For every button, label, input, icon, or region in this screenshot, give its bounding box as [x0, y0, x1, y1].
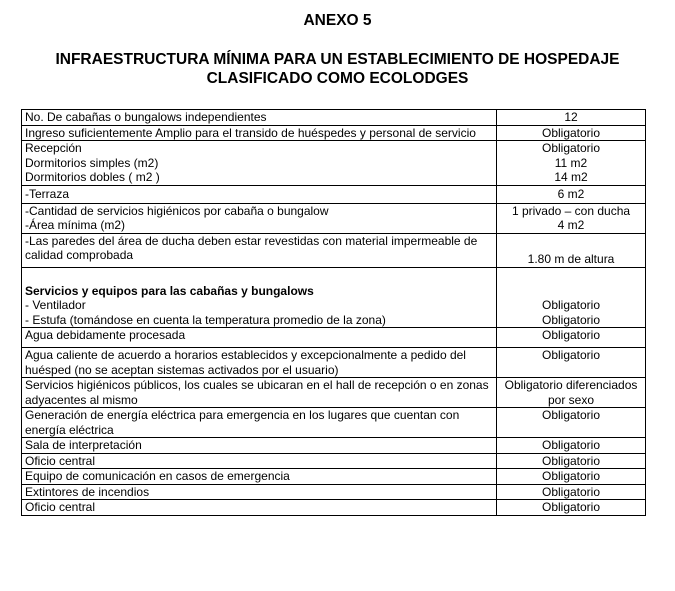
- table-row: [22, 110, 646, 126]
- requirement-line: -Cantidad de servicios higiénicos por cabaña o bungalow: [25, 203, 329, 218]
- table-row: [22, 438, 646, 454]
- value-line: 4 m2: [557, 218, 585, 232]
- requirement-cell: Agua caliente de acuerdo a horarios establecidos y excepcionalmente a pedido del huésped (no se aceptan sistemas activados por el usuario): [22, 348, 497, 378]
- value-line: Obligatorio: [541, 298, 601, 312]
- value-cell: Obligatorio: [497, 484, 646, 500]
- requirement-cell: Agua debidamente procesada: [22, 328, 497, 348]
- table-row: [22, 469, 646, 485]
- requirement-cell: Equipo de comunicación en casos de emergencia: [22, 469, 497, 485]
- requirement-line: Recepción: [25, 141, 82, 155]
- value-cell: 12: [497, 110, 646, 126]
- table-row: [22, 453, 646, 469]
- table-row: [22, 484, 646, 500]
- requirement-cell: Generación de energía eléctrica para emergencia en los lugares que cuentan con energía eléctrica: [22, 408, 497, 438]
- value-cell: Obligatorio: [497, 348, 646, 378]
- value-cell: 6 m2: [497, 185, 646, 203]
- value-cell: [497, 203, 646, 233]
- value-cell: Obligatorio: [497, 125, 646, 141]
- value-cell: 1.80 m de altura: [497, 233, 646, 267]
- table-row: [22, 185, 646, 203]
- document-title: [0, 50, 675, 88]
- table-row: [22, 500, 646, 516]
- title-line-1: INFRAESTRUCTURA MÍNIMA PARA UN ESTABLECIMIENTO DE HOSPEDAJE: [55, 51, 620, 68]
- value-line: Obligatorio: [541, 312, 601, 327]
- value-line: 1 privado – con ducha: [511, 203, 631, 218]
- value-cell: Obligatorio: [497, 500, 646, 516]
- value-cell: [497, 267, 646, 328]
- value-cell: Obligatorio: [497, 328, 646, 348]
- value-cell: Obligatorio: [497, 453, 646, 469]
- table-row: [22, 203, 646, 233]
- requirement-cell: [22, 203, 497, 233]
- annex-heading: ANEXO 5: [303, 12, 372, 29]
- requirement-line: Dormitorios simples (m2): [25, 155, 159, 170]
- requirement-cell: No. De cabañas o bungalows independientes: [22, 110, 497, 126]
- value-cell: [497, 141, 646, 186]
- value-cell: Obligatorio: [497, 438, 646, 454]
- table-row: [22, 233, 646, 267]
- table-row: [22, 267, 646, 328]
- requirement-cell: -Las paredes del área de ducha deben estar revestidas con material impermeable de calidad comprobada: [22, 233, 497, 267]
- requirement-cell: Sala de interpretación: [22, 438, 497, 454]
- value-cell: Obligatorio: [497, 469, 646, 485]
- value-cell: Obligatorio diferenciados por sexo: [497, 378, 646, 408]
- requirement-line: - Estufa (tomándose en cuenta la temperatura promedio de la zona): [25, 312, 386, 327]
- requirement-line: -Área mínima (m2): [25, 218, 126, 232]
- table-row: [22, 348, 646, 378]
- value-line: 14 m2: [554, 170, 588, 184]
- table-row: [22, 378, 646, 408]
- requirement-cell: Ingreso suficientemente Amplio para el transido de huéspedes y personal de servicio: [22, 125, 497, 141]
- requirement-cell: Extintores de incendios: [22, 484, 497, 500]
- table-row: [22, 141, 646, 186]
- value-line: Obligatorio: [541, 141, 601, 155]
- requirement-cell: -Terraza: [22, 185, 497, 203]
- table-row: [22, 408, 646, 438]
- table-row: [22, 328, 646, 348]
- requirement-line: Dormitorios dobles ( m2 ): [25, 170, 160, 184]
- requirement-cell: Oficio central: [22, 453, 497, 469]
- requirement-cell: Servicios higiénicos públicos, los cuales se ubicaran en el hall de recepción o en zonas adyacentes al mismo: [22, 378, 497, 408]
- infrastructure-table: [21, 109, 646, 516]
- section-heading: Servicios y equipos para las cabañas y bungalows: [25, 283, 314, 298]
- table-row: [22, 125, 646, 141]
- value-line: 11 m2: [554, 155, 588, 170]
- requirement-cell: Oficio central: [22, 500, 497, 516]
- value-cell: Obligatorio: [497, 408, 646, 438]
- title-line-2: CLASIFICADO COMO ECOLODGES: [206, 70, 469, 87]
- requirement-cell: [22, 267, 497, 328]
- requirement-cell: [22, 141, 497, 186]
- requirement-line: - Ventilador: [25, 298, 86, 312]
